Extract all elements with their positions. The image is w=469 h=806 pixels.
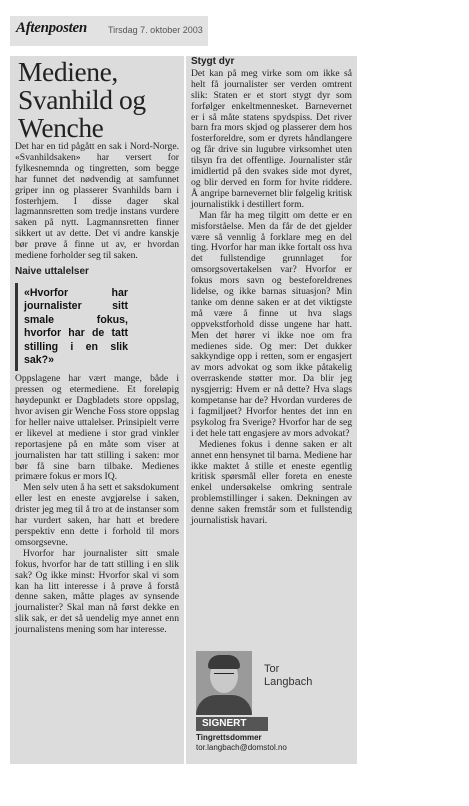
author-signature [190, 651, 353, 756]
article-headline: Mediene, Svanhild og Wenche [18, 56, 146, 143]
issue-date: Tirsdag 7. oktober 2003 [108, 25, 203, 35]
body-paragraph-text: Oppslagene har vært mange, både i pressen og etermediene. Et foreløpig høydepunkt er Dagbladets store oppslag, hvor avisen gir Wenche Foss store oppslag for heller naive uttalelser. Prinsipielt verre er likevel at mediene i stor grad vinkler reportasjene på en måte som viser at journalisten har tatt stilling i saken: mor bør få sine barn tilbake. Medienes primære fokus er mors IQ. [15, 373, 179, 483]
subheading-naive: Naive uttalelser [15, 265, 89, 277]
author-photo [196, 651, 252, 715]
body-paragraph: Medienes fokus i denne saken er alt annet enn hensynet til barna. Mediene har ikke maktet å stille et eneste egentlig kritisk spørsmål eller foreta en eneste enkel undersøkelse omkring sentrale problemstillinger i saken. Dekningen av denne saken fremstår som et fullstendig journalistisk havari. [191, 438, 352, 527]
body-paragraph: Man får ha meg tilgitt om dette er en misforståelse. Men da får de det gjelder være så vennlig å forklare meg en del ting. Hvorfor har man ikke fortalt oss hva det fullstendige grunnlaget for omsorgsovertakelsen var? Hvorfor er fokus mors savn og besteforeldrenes lidelse, og ikke barnas situasjon? Min tanke om denne saken er at det viktigste må være å finne ut hva slags oppvekstforhold disse ungene har hatt. Men det hører vi ikke noe om fra medienes side. Og mer: Det dukker sakkyndige opp i retten, som er engasjert av mors advokat og som ikke påtakelig overraskende støtter mor. Da blir jeg nysgjerrig: Hvem er nå dette? Hva slags kompetanse har de? Hvordan vurderes de i fagmiljøet? Hvorfor hentes det inn en psykolog fra Sverige? Hvorfor har de seg i det hele tatt engasjere av mors advokat? [191, 209, 352, 439]
author-role [196, 733, 287, 753]
signert-badge: SIGNERT [196, 717, 268, 731]
body-paragraph [15, 279, 179, 484]
intro-paragraph: Det har en tid pågått en sak i Nord-Norge. «Svanhildsaken» har versert for fylkesnemnda og tingretten, som begge har funnet det nødvendig at samfunnet griper inn og plasserer Svanhilds barn i fosterhjem. I disse dager skal lagmannsretten som tredje instans vurdere saken på nytt. Lagmannsretten finner sikkert ut av dette. Det vi andre kanskje bør prøve å finne ut av, er hvordan mediene forholder seg til saken. [15, 141, 179, 262]
pull-quote: «Hvorfor har journalister sitt smale fokus, hvorfor har de tatt stilling i en slik sak?» [15, 283, 128, 371]
body-paragraph: Men selv uten å ha sett et saksdokument eller lest en eneste avgjørelse i saken, drister jeg meg til å tro at de instanser som har vurdert saken, har hatt et bredere perspektiv enn dette i forhold til mors omsorgsevne. [15, 482, 179, 548]
masthead [10, 16, 208, 46]
subheading-stygt-dyr: Stygt dyr [191, 56, 235, 67]
newspaper-logo: Aftenposten [16, 20, 87, 36]
article-column-2 [186, 56, 357, 764]
body-paragraph: Det kan på meg virke som om ikke så helt få journalister ser verden omtrent slik: Staten er et stort stygt dyr som forfølger enkeltmennesket. Barnevernet er i så måte statens spydspiss. Det river barn fra mors skjød og plasserer dem hos fosterforeldre, som er dyrets håndlangere og får drive sin lugubre virksomhet uten tilsyn fra det offentlige. Journalister står imidlertid på den svakes side mot dyret, og blir derved en form for hvite riddere. Å angripe barnevernet blir følgelig kritisk journalistikk i destillert form. [191, 67, 352, 210]
author-name [264, 663, 312, 689]
author-first-name: Tor [264, 663, 280, 675]
author-last-name: Langbach [264, 676, 313, 688]
author-email: tor.langbach@domstol.no [196, 743, 287, 752]
body-paragraph: Hvorfor har journalister sitt smale fokus, hvorfor har de tatt stilling i en slik sak? Og ikke minst: Hvorfor skal vi som kan ha litt interesse i å prøve å forstå denne saken, måtte plages av synsende journalister? Skal man nå først dekke en slik sak, er det så uendelig mye annet enn journalistens mening som har interesse. [15, 547, 179, 636]
article-column-1 [10, 56, 184, 764]
author-title: Tingrettsdommer [196, 733, 262, 742]
